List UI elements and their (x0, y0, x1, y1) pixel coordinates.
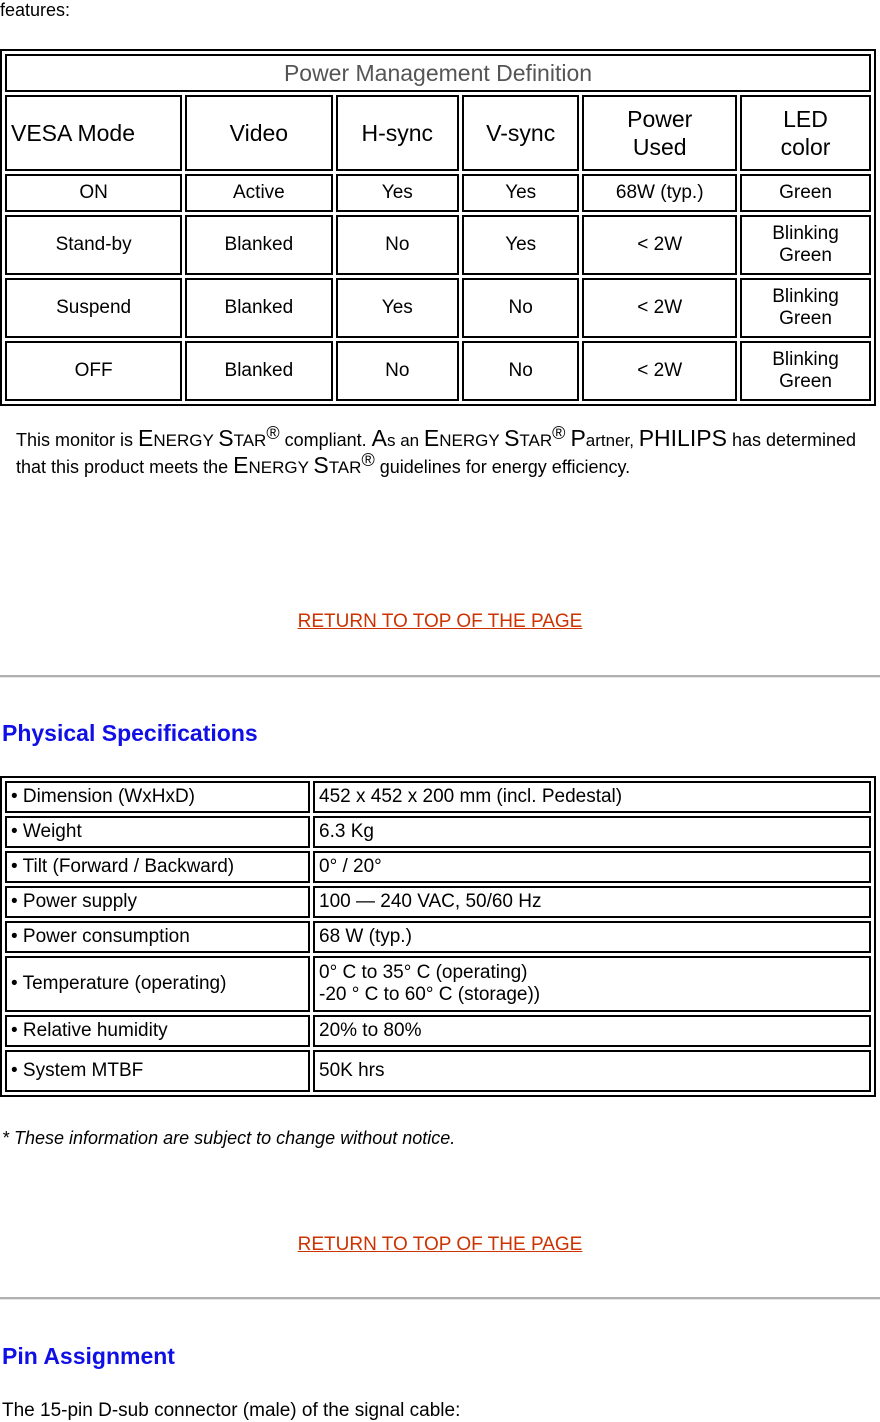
table-cell: No (336, 341, 459, 401)
table-cell: OFF (5, 341, 182, 401)
table-row (5, 956, 871, 1012)
header-h-sync: H-sync (336, 95, 459, 171)
table-cell: Green (740, 174, 871, 212)
table-cell: Blinking Green (740, 278, 871, 338)
header-video: Video (185, 95, 332, 171)
spec-value: 68 W (typ.) (313, 921, 871, 953)
brand-name: PHILIPS (638, 425, 727, 451)
energy-text: NERGY (248, 458, 314, 477)
return-to-top-link[interactable]: RETURN TO TOP OF THE PAGE (297, 611, 583, 632)
disclaimer-note: * These information are subject to change without notice. (2, 1128, 456, 1148)
header-power-used: Power Used (582, 95, 737, 171)
table-cell: Yes (462, 215, 579, 275)
energy-text: artner, (585, 431, 639, 450)
table-row (5, 816, 871, 848)
pin-assignment-text: The 15-pin D-sub connector (male) of the signal cable: (2, 1400, 461, 1421)
spec-value: 20% to 80% (313, 1015, 871, 1047)
registered-mark: ® (266, 423, 280, 443)
table-cell: Blanked (185, 278, 332, 338)
energy-text: A (371, 425, 387, 451)
physical-specs-table (0, 776, 876, 1097)
energy-star-statement (16, 423, 866, 480)
spec-label: • Dimension (WxHxD) (5, 781, 310, 813)
energy-text: has determined that this product meets the (16, 430, 857, 477)
spec-label: • Temperature (operating) (5, 956, 310, 1012)
table-cell: No (336, 215, 459, 275)
spec-value: 6.3 Kg (313, 816, 871, 848)
table-row (5, 886, 871, 918)
table-cell: Suspend (5, 278, 182, 338)
header-led-color: LED color (740, 95, 871, 171)
power-table-title: Power Management Definition (5, 54, 871, 92)
table-cell: Stand-by (5, 215, 182, 275)
energy-text: s an (387, 431, 424, 450)
table-cell: Blanked (185, 341, 332, 401)
registered-mark: ® (361, 450, 375, 470)
energy-text: compliant. (279, 430, 372, 450)
table-cell: Yes (336, 278, 459, 338)
spec-value-line: -20 ° C to 60° C (storage)) (319, 984, 541, 1005)
table-row (5, 851, 871, 883)
table-row (5, 781, 871, 813)
energy-text: NERGY (153, 431, 219, 450)
energy-text: TAR (519, 431, 553, 450)
return-to-top-link[interactable]: RETURN TO TOP OF THE PAGE (297, 1234, 583, 1255)
table-row (5, 921, 871, 953)
spec-label: • Relative humidity (5, 1015, 310, 1047)
spec-label: • Power consumption (5, 921, 310, 953)
energy-text: E (233, 452, 249, 478)
table-row (5, 278, 871, 338)
table-cell: < 2W (582, 341, 737, 401)
energy-text: guidelines for energy efficiency. (374, 457, 631, 477)
spec-label: • Weight (5, 816, 310, 848)
spec-value: 452 x 452 x 200 mm (incl. Pedestal) (313, 781, 871, 813)
energy-text: E (138, 425, 154, 451)
table-cell: Yes (336, 174, 459, 212)
energy-text: E (423, 425, 440, 451)
spec-label: • Tilt (Forward / Backward) (5, 851, 310, 883)
energy-text: S (504, 425, 520, 451)
table-row (5, 215, 871, 275)
table-cell: Blinking Green (740, 341, 871, 401)
spec-value: 50K hrs (313, 1050, 871, 1092)
table-cell: No (462, 278, 579, 338)
energy-text: TAR (328, 458, 362, 477)
table-cell: 68W (typ.) (582, 174, 737, 212)
header-vesa-mode: VESA Mode (5, 95, 182, 171)
table-cell: Yes (462, 174, 579, 212)
table-row (5, 1015, 871, 1047)
intro-text: features: (0, 0, 71, 20)
table-cell: < 2W (582, 215, 737, 275)
table-cell: Blinking Green (740, 215, 871, 275)
energy-text: NERGY (439, 431, 505, 450)
table-cell: Blanked (185, 215, 332, 275)
horizontal-rule (0, 1297, 880, 1300)
spec-value: 100 — 240 VAC, 50/60 Hz (313, 886, 871, 918)
spec-value (313, 956, 871, 1012)
spec-label: • Power supply (5, 886, 310, 918)
spec-value: 0° / 20° (313, 851, 871, 883)
energy-text: This monitor is (16, 430, 139, 450)
energy-text: TAR (233, 431, 267, 450)
spec-value-line: 0° C to 35° C (operating) (319, 962, 528, 983)
physical-specifications-heading: Physical Specifications (2, 720, 258, 746)
spec-label: • System MTBF (5, 1050, 310, 1092)
energy-text: P (570, 425, 586, 451)
table-cell: < 2W (582, 278, 737, 338)
registered-mark: ® (552, 423, 566, 443)
power-management-table (0, 49, 876, 406)
energy-text: S (218, 425, 234, 451)
table-cell: Active (185, 174, 332, 212)
table-row (5, 341, 871, 401)
energy-text: S (313, 452, 329, 478)
header-v-sync: V-sync (462, 95, 579, 171)
table-cell: ON (5, 174, 182, 212)
table-row (5, 174, 871, 212)
table-cell: No (462, 341, 579, 401)
pin-assignment-heading: Pin Assignment (2, 1343, 175, 1369)
horizontal-rule (0, 675, 880, 678)
table-row (5, 1050, 871, 1092)
